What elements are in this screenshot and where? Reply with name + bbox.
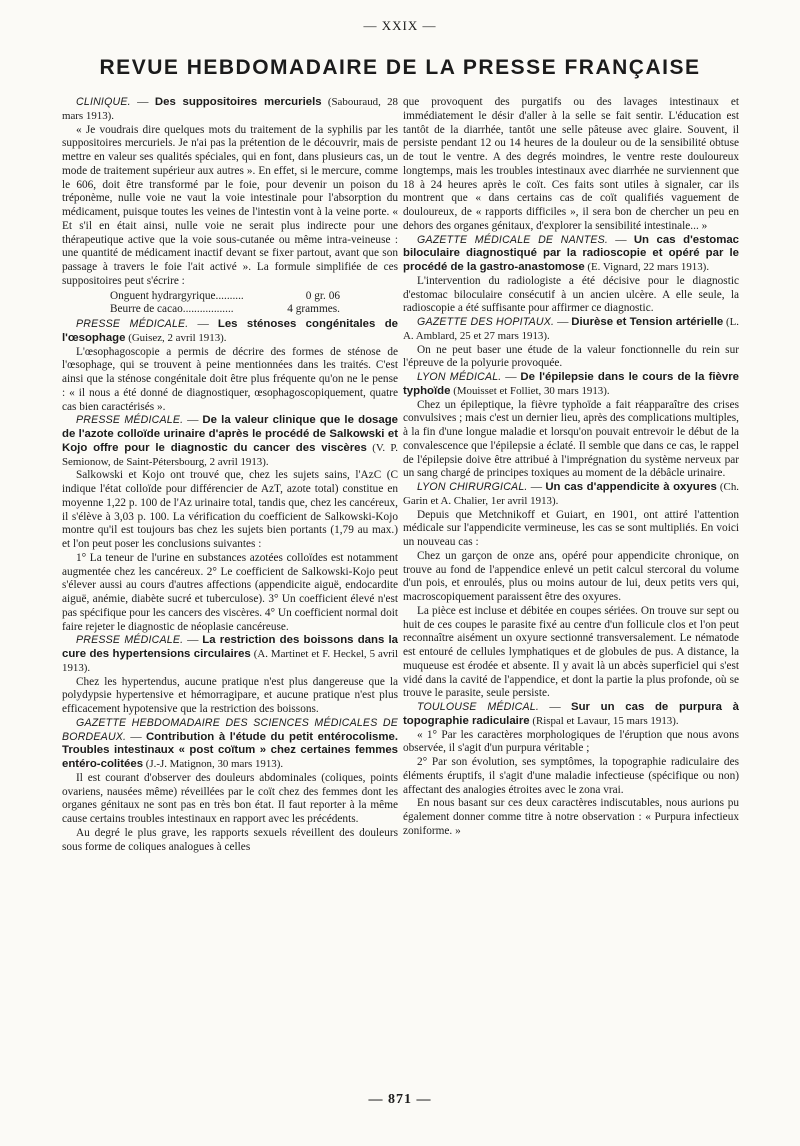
article-paragraph: Il est courant d'observer des douleurs abdominales (coliques, points ovariens, nausées même) réveillées par le coït chez des femmes dont les organes génitaux ne sont pas en très bon état. Il faut reporter à la même cause certains troubles intestinaux en rapport avec les précédents.: [62, 771, 398, 825]
formula-line: [110, 303, 340, 317]
journal-name: GAZETTE DES HOPITAUX.: [417, 316, 555, 328]
article-paragraph: Chez les hypertendus, aucune pratique n'est plus dangereuse que la polydypsie hypertensive et hémorragipare, et aucune pratique n'est plus efficacement hypotensive que la restriction des boissons.: [62, 675, 398, 715]
article-paragraph: Chez un épileptique, la fièvre typhoïde a fait réapparaître des crises convulsives ; mais c'est un dernier lieu, après des complications multiples, à la fin d'une longue maladie et lorsqu'on pouvait entrevoir le début de la convalescence que l'épilepsie a éclaté. Il semble que dans ce cas, le rappel de l'épilepsie doive être attribué à l'imprégnation du système nerveux par un sang chargé de principes toxiques au moment de la débâcle urinaire.: [403, 398, 739, 480]
journal-name: GAZETTE HEBDOMADAIRE DES SCIENCES MÉDICALES DE BORDEAUX.: [62, 716, 398, 743]
formula-dose: 0 gr. 06: [305, 289, 340, 302]
article-citation: (Guisez, 2 avril 1913).: [125, 331, 227, 344]
heading-separator: —: [608, 233, 634, 246]
journal-name: GAZETTE MÉDICALE DE NANTES.: [417, 233, 609, 246]
article: [62, 717, 398, 855]
article-paragraph: En nous basant sur ces deux caractères indiscutables, nous aurions pu également donner comme titre à notre observation : « Purpura infectieux zoniforme. »: [403, 797, 739, 837]
article-citation: (J.-J. Matignon, 30 mars 1913).: [143, 758, 284, 770]
article-citation: (Ch. Garin et A. Chalier, 1er avril 1913).: [403, 481, 739, 507]
article: [62, 414, 398, 634]
article-citation: (V. P. Semionow, de Saint-Pétersbourg, 2 avril 1913).: [62, 441, 399, 468]
article-heading: [62, 318, 398, 346]
heading-separator: —: [183, 634, 203, 647]
article-title: De la valeur clinique que le dosage de l'azote colloïde urinaire d'après le procédé de Salkowski et Kojo offre pour le diagnostic du cancer des viscères: [62, 414, 399, 454]
journal-name: PRESSE MÉDICALE.: [76, 634, 184, 647]
article-title: Un cas d'appendicite à oxyures: [545, 481, 717, 493]
article-heading: [62, 717, 398, 772]
article-paragraph: Depuis que Metchnikoff et Guiart, en 1901, ont attiré l'attention médicale sur l'appendicite vermineuse, les cas se sont multipliés. En voici un nouveau cas :: [403, 508, 739, 548]
article-title: Un cas d'estomac biloculaire diagnostiqué par la radioscopie et opéré par le procédé de la gastro-anastomose: [403, 233, 740, 273]
heading-separator: —: [527, 481, 546, 493]
journal-name: PRESSE MÉDICALE.: [76, 318, 189, 330]
article-paragraph: « Je voudrais dire quelques mots du traitement de la syphilis par les suppositoires mercuriels. Je n'ai pas la prétention de le découvrir, mais de mettre en valeur ses qualités spéciales, qui en font, dans plusieurs cas, un mode de traitement supérieur aux autres ». En effet, si le mercure, comme le 606, doit être transformé par le foie, pour devenir un poison du tréponème, nulle voie ne vaut la voie intestinale pour l'absorption du médicament, puisque toutes les veines de l'intestin vont à la veine porte. « Et s'il en était ainsi, nulle voie ne serait plus indirecte pour une thérapeutique active que la voie sous-cutanée ou même intra-veineuse : une quantité de médicament inactif devant se fixer partout, avant que son passage à travers le foie l'ait activé ». La formule simplifiée de ces suppositoires peut s'écrire :: [62, 123, 398, 287]
article-heading: [62, 634, 398, 675]
article-citation: (A. Martinet et F. Heckel, 5 avril 1913).: [62, 648, 398, 674]
heading-separator: —: [183, 414, 203, 427]
article: [403, 371, 739, 481]
article: [62, 318, 398, 414]
article-title: Contribution à l'étude du petit entérocolisme. Troubles intestinaux « post coïtum » chez certaines femmes entéro-colitées: [62, 730, 398, 770]
article-citation: (Rispal et Lavaur, 15 mars 1913).: [529, 714, 679, 727]
article-citation: (Sabouraud, 28 mars 1913).: [62, 96, 398, 122]
article-heading: [403, 371, 739, 399]
article-paragraph: L'œsophagoscopie a permis de décrire des formes de sténose de l'œsophage, qui se trouvent à peine mentionnées dans les traités. C'est ainsi que la sténose congénitale doit être plus fréquente qu'on ne le pense : « il nous a été donné de diagnostiquer, œsophagoscopiquement, quatre cas bien caractérisés ».: [62, 345, 398, 413]
article-paragraph: La pièce est incluse et débitée en coupes sériées. On trouve sur sept ou huit de ces coupes le parasite fixé au centre d'un follicule clos et l'on peut reconnaître aisément un oxyure sectionné transversalement. Le nématode est entouré de cellules lymphatiques et de globules de pus. A distance, la muqueuse est érodée et absente. Il y avait là un abcès superficiel qui s'est vidé dans la cavité de l'appendice, et dont la partie la plus profonde, où se trouve le parasite, seule persiste.: [403, 604, 739, 700]
article-heading: [403, 701, 739, 729]
article-title: Diurèse et Tension artérielle: [571, 316, 724, 328]
article-citation: (L. A. Amblard, 25 et 27 mars 1913).: [403, 316, 739, 342]
article: [403, 481, 739, 701]
article-paragraph: On ne peut baser une étude de la valeur fonctionnelle du rein sur l'épreuve de la polyurie provoquée.: [403, 343, 739, 370]
heading-separator: —: [554, 316, 572, 328]
page-number: — 871 —: [368, 1092, 432, 1107]
formula-ingredient: Onguent hydrargyrique..........: [110, 289, 244, 302]
article-citation: (Mouisset et Folliet, 30 mars 1913).: [450, 384, 610, 397]
article-paragraph: L'intervention du radiologiste a été décisive pour le diagnostic d'estomac biloculaire consécutif à un ancien ulcère. A elle seule, la radioscopie a été suffisante pour affirmer ce diagnostic.: [403, 274, 739, 315]
article-heading: [62, 414, 398, 469]
article-paragraph: « 1° Par les caractères morphologiques de l'éruption que nous avons observée, il s'agit d'un purpura véritable ;: [403, 728, 739, 755]
journal-name: LYON CHIRURGICAL.: [417, 481, 528, 493]
article-heading: [403, 316, 739, 344]
article: [62, 96, 398, 317]
article: [403, 316, 739, 371]
left-column: [62, 96, 398, 854]
page-folio: — XXIX —: [363, 18, 437, 33]
article-title: Sur un cas de purpura à topographie radiculaire: [403, 701, 739, 727]
article-heading: [403, 481, 739, 509]
formula-dose: 4 grammes.: [287, 303, 340, 316]
article-paragraph: Salkowski et Kojo ont trouvé que, chez les sujets sains, l'AzC (C indique l'état colloïde pour différencier de AzT, azote total) constitue en moyenne 1,22 p. 100 de l'Az urinaire total, tandis que, chez les cancéreux, il s'élève à 3,03 p. 100. La vérification du coefficient de Salkowski-Kojo montre qu'il est toujours bas chez les sujets bien portants (1,79 au max.) et l'on peut poser les conclusions suivantes :: [62, 469, 398, 550]
article-title: De l'épilepsie dans le cours de la fièvre typhoïde: [403, 371, 739, 397]
heading-separator: —: [539, 701, 571, 713]
journal-name: TOULOUSE MÉDICAL.: [417, 701, 539, 713]
heading-separator: —: [130, 96, 155, 108]
article-paragraph: Chez un garçon de onze ans, opéré pour appendicite chronique, on trouve au fond de l'appendice enlevé un petit calcul stercoral du volume d'un pois, et enroulés, plus ou moins autour de lui, deux petits vers qui, macroscopiquement paraissent être des oxyures.: [403, 549, 739, 603]
heading-separator: —: [126, 730, 146, 743]
article-title: Des suppositoires mercuriels: [154, 96, 322, 108]
article-paragraph: 2° Par son évolution, ses symptômes, la topographie radiculaire des éléments éruptifs, il s'agit d'une maladie infectieuse (spécifique ou non) affectant des analogies étroites avec le zona vrai.: [403, 756, 739, 796]
article-paragraph: 1° La teneur de l'urine en substances azotées colloïdes est notamment augmentée chez les cancéreux. 2° Le coefficient de Salkowski-Kojo peut s'élever aussi au cours d'autres affections (appendicite aiguë, endocardite aiguë, anémie, diabète sucré et tuberculose). 3° Un coefficient élevé n'est pas spécifique pour les cancers des viscères. 4° Un coefficient normal doit faire rejeter le diagnostic de néoplasie cancéreuse.: [62, 551, 398, 633]
article-heading: [62, 96, 398, 124]
journal-name: LYON MÉDICAL.: [417, 371, 502, 383]
article-heading: [403, 234, 739, 275]
heading-separator: —: [501, 371, 521, 383]
prescription-formula: [110, 290, 398, 318]
article: [403, 96, 739, 234]
article-title: Les sténoses congénitales de l'œsophage: [62, 318, 398, 344]
formula-line: [110, 290, 340, 304]
article: [62, 634, 398, 717]
journal-name: CLINIQUE.: [76, 96, 131, 108]
article: [403, 234, 739, 317]
article-paragraph: que provoquent des purgatifs ou des lavages intestinaux et immédiatement le désir d'aller à la selle se fait sentir. L'éducation est tantôt de la diarrhée, tantôt une selle pâteuse avec glaire. Souvent, il persiste pendant 12 ou 14 heures de la douleur ou de la sensibilité obtuse de tout le ventre. A des degrés moindres, le ventre reste douloureux longtemps, mais les troubles intestinaux avec diarrhée ne surviennent que 18 à 24 heures après le coït. Ces faits sont utiles à signaler, car ils montrent que « dans certains cas de coït qualifiés vaguement de douloureux, de « rapports difficiles », il sera bon de chercher un peu en dehors des organes génitaux, d'explorer la sensibilité intestinale... »: [403, 96, 739, 232]
article-citation: (E. Vignard, 22 mars 1913).: [584, 261, 710, 273]
masthead-title: REVUE HEBDOMADAIRE DE LA PRESSE FRANÇAISE: [99, 56, 701, 79]
formula-ingredient: Beurre de cacao..................: [110, 303, 234, 316]
journal-name: PRESSE MÉDICALE.: [76, 414, 184, 427]
article-title: La restriction des boissons dans la cure des hypertensions circulaires: [62, 634, 398, 660]
right-column: [403, 96, 739, 839]
article: [403, 701, 739, 839]
article-paragraph: Au degré le plus grave, les rapports sexuels réveillent des douleurs sous forme de coliques analogues à celles: [62, 826, 398, 853]
heading-separator: —: [188, 318, 218, 330]
